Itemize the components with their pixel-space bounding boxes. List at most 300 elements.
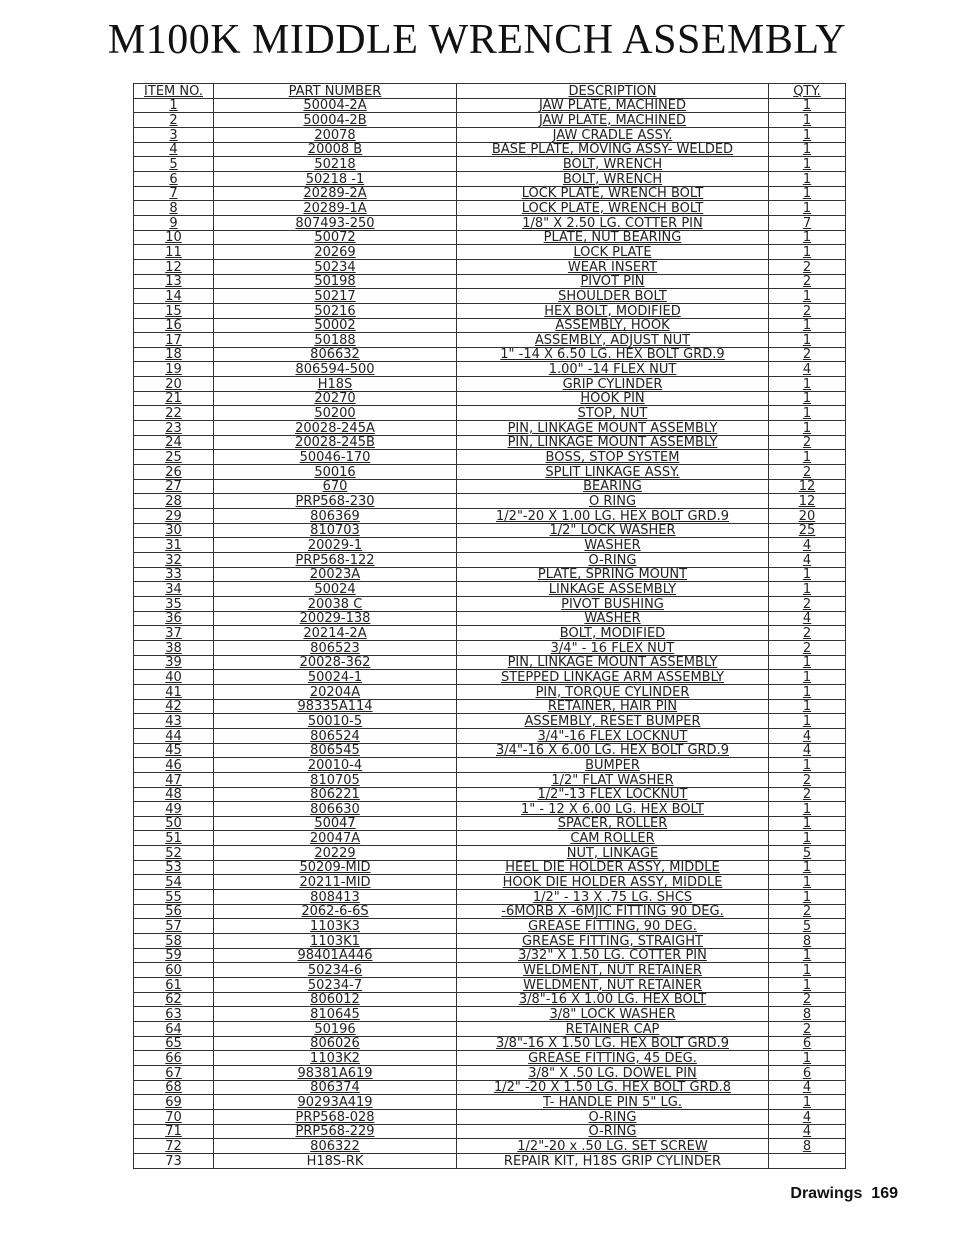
- footer-section: Drawings: [790, 1185, 863, 1202]
- qty-cell: 1: [769, 699, 846, 714]
- description-cell: O-RING: [457, 553, 769, 568]
- table-row: [134, 538, 846, 553]
- item-no-cell: 22: [134, 406, 214, 421]
- description-cell: 3/4" - 16 FLEX NUT: [457, 640, 769, 655]
- table-row: [134, 127, 846, 142]
- table-row: [134, 259, 846, 274]
- item-no-cell: 13: [134, 274, 214, 289]
- table-row: [134, 157, 846, 172]
- item-no-cell: 8: [134, 201, 214, 216]
- item-no-cell: 71: [134, 1124, 214, 1139]
- qty-cell: 1: [769, 421, 846, 436]
- qty-cell: 1: [769, 171, 846, 186]
- table-row: [134, 1022, 846, 1037]
- parts-table-body: [134, 98, 846, 1168]
- description-cell: SPACER, ROLLER: [457, 816, 769, 831]
- part-number-cell: 20023A: [214, 567, 457, 582]
- table-row: [134, 509, 846, 524]
- item-no-cell: 26: [134, 465, 214, 480]
- table-row: [134, 406, 846, 421]
- qty-cell: 6: [769, 1036, 846, 1051]
- description-cell: REPAIR KIT, H18S GRIP CYLINDER: [457, 1153, 769, 1168]
- item-no-cell: 11: [134, 245, 214, 260]
- qty-cell: 1: [769, 875, 846, 890]
- qty-cell: 1: [769, 655, 846, 670]
- part-number-cell: 50196: [214, 1022, 457, 1037]
- part-number-cell: 808413: [214, 890, 457, 905]
- description-cell: 1" - 12 X 6.00 LG. HEX BOLT: [457, 802, 769, 817]
- table-row: [134, 215, 846, 230]
- part-number-cell: 806369: [214, 509, 457, 524]
- item-no-cell: 63: [134, 1007, 214, 1022]
- description-cell: PIN, LINKAGE MOUNT ASSEMBLY: [457, 655, 769, 670]
- item-no-cell: 4: [134, 142, 214, 157]
- item-no-cell: 14: [134, 289, 214, 304]
- item-no-cell: 32: [134, 553, 214, 568]
- item-no-cell: 12: [134, 259, 214, 274]
- part-number-cell: 20029-138: [214, 611, 457, 626]
- description-cell: ASSEMBLY, RESET BUMPER: [457, 714, 769, 729]
- description-cell: PIN, LINKAGE MOUNT ASSEMBLY: [457, 421, 769, 436]
- qty-cell: 4: [769, 553, 846, 568]
- part-number-cell: 98335A114: [214, 699, 457, 714]
- item-no-cell: 40: [134, 670, 214, 685]
- table-row: [134, 1153, 846, 1168]
- item-no-cell: 46: [134, 758, 214, 773]
- description-cell: LINKAGE ASSEMBLY: [457, 582, 769, 597]
- part-number-cell: 98381A619: [214, 1065, 457, 1080]
- qty-cell: 1: [769, 567, 846, 582]
- item-no-cell: 51: [134, 831, 214, 846]
- description-cell: 1/2"-20 x .50 LG. SET SCREW: [457, 1139, 769, 1154]
- description-cell: 1/2" -20 X 1.50 LG. HEX BOLT GRD.8: [457, 1080, 769, 1095]
- description-cell: 1/2"-20 X 1.00 LG. HEX BOLT GRD.9: [457, 509, 769, 524]
- qty-cell: 1: [769, 670, 846, 685]
- description-cell: PIVOT BUSHING: [457, 596, 769, 611]
- part-number-cell: PRP568-229: [214, 1124, 457, 1139]
- qty-cell: 4: [769, 1124, 846, 1139]
- item-no-cell: 19: [134, 362, 214, 377]
- part-number-cell: 50234-7: [214, 978, 457, 993]
- item-no-cell: 25: [134, 450, 214, 465]
- qty-cell: 25: [769, 523, 846, 538]
- part-number-cell: 670: [214, 479, 457, 494]
- part-number-cell: 806322: [214, 1139, 457, 1154]
- part-number-cell: 20229: [214, 846, 457, 861]
- table-row: [134, 171, 846, 186]
- description-cell: HEEL DIE HOLDER ASSY, MIDDLE: [457, 860, 769, 875]
- description-cell: STOP, NUT: [457, 406, 769, 421]
- qty-cell: 1: [769, 450, 846, 465]
- table-header-row: [134, 84, 846, 99]
- description-cell: PIVOT PIN: [457, 274, 769, 289]
- part-number-cell: 50188: [214, 333, 457, 348]
- description-cell: BOLT, WRENCH: [457, 157, 769, 172]
- item-no-cell: 54: [134, 875, 214, 890]
- part-number-cell: 20270: [214, 391, 457, 406]
- description-cell: WASHER: [457, 538, 769, 553]
- qty-cell: 1: [769, 816, 846, 831]
- item-no-cell: 59: [134, 948, 214, 963]
- item-no-cell: 31: [134, 538, 214, 553]
- qty-cell: 2: [769, 640, 846, 655]
- table-row: [134, 934, 846, 949]
- item-no-cell: 37: [134, 626, 214, 641]
- table-row: [134, 333, 846, 348]
- part-number-cell: 20028-245B: [214, 435, 457, 450]
- part-number-cell: 50200: [214, 406, 457, 421]
- qty-cell: 2: [769, 992, 846, 1007]
- qty-cell: 1: [769, 377, 846, 392]
- parts-table: [133, 83, 846, 1169]
- description-cell: LOCK PLATE, WRENCH BOLT: [457, 186, 769, 201]
- item-no-cell: 64: [134, 1022, 214, 1037]
- description-cell: O-RING: [457, 1109, 769, 1124]
- table-row: [134, 831, 846, 846]
- table-row: [134, 274, 846, 289]
- item-no-cell: 57: [134, 919, 214, 934]
- item-no-cell: 18: [134, 347, 214, 362]
- table-row: [134, 421, 846, 436]
- part-number-cell: 810705: [214, 772, 457, 787]
- description-cell: ASSEMBLY, HOOK: [457, 318, 769, 333]
- table-row: [134, 670, 846, 685]
- qty-cell: 5: [769, 919, 846, 934]
- description-cell: T- HANDLE PIN 5" LG.: [457, 1095, 769, 1110]
- part-number-cell: 806026: [214, 1036, 457, 1051]
- item-no-cell: 38: [134, 640, 214, 655]
- part-number-cell: H18S-RK: [214, 1153, 457, 1168]
- part-number-cell: 50004-2A: [214, 98, 457, 113]
- part-number-cell: 50016: [214, 465, 457, 480]
- part-number-cell: 806524: [214, 728, 457, 743]
- qty-cell: 2: [769, 347, 846, 362]
- qty-cell: 2: [769, 787, 846, 802]
- item-no-cell: 73: [134, 1153, 214, 1168]
- table-row: [134, 787, 846, 802]
- header-qty: QTY.: [769, 84, 846, 99]
- part-number-cell: 807493-250: [214, 215, 457, 230]
- table-row: [134, 890, 846, 905]
- part-number-cell: 20289-1A: [214, 201, 457, 216]
- qty-cell: 1: [769, 860, 846, 875]
- part-number-cell: 98401A446: [214, 948, 457, 963]
- description-cell: CAM ROLLER: [457, 831, 769, 846]
- description-cell: WASHER: [457, 611, 769, 626]
- description-cell: LOCK PLATE: [457, 245, 769, 260]
- description-cell: O-RING: [457, 1124, 769, 1139]
- item-no-cell: 17: [134, 333, 214, 348]
- part-number-cell: 50216: [214, 303, 457, 318]
- qty-cell: 4: [769, 728, 846, 743]
- table-row: [134, 450, 846, 465]
- table-row: [134, 347, 846, 362]
- qty-cell: 1: [769, 684, 846, 699]
- table-row: [134, 963, 846, 978]
- part-number-cell: 20038 C: [214, 596, 457, 611]
- description-cell: BEARING: [457, 479, 769, 494]
- description-cell: NUT, LINKAGE: [457, 846, 769, 861]
- qty-cell: 1: [769, 142, 846, 157]
- description-cell: WELDMENT, NUT RETAINER: [457, 963, 769, 978]
- qty-cell: 1: [769, 186, 846, 201]
- qty-cell: 1: [769, 333, 846, 348]
- part-number-cell: PRP568-028: [214, 1109, 457, 1124]
- table-row: [134, 523, 846, 538]
- qty-cell: 1: [769, 948, 846, 963]
- qty-cell: 2: [769, 626, 846, 641]
- description-cell: GREASE FITTING, STRAIGHT: [457, 934, 769, 949]
- table-row: [134, 318, 846, 333]
- table-row: [134, 113, 846, 128]
- table-row: [134, 1051, 846, 1066]
- description-cell: BASE PLATE, MOVING ASSY- WELDED: [457, 142, 769, 157]
- table-row: [134, 303, 846, 318]
- part-number-cell: 50046-170: [214, 450, 457, 465]
- table-row: [134, 553, 846, 568]
- part-number-cell: 806523: [214, 640, 457, 655]
- part-number-cell: 50209-MID: [214, 860, 457, 875]
- qty-cell: 1: [769, 318, 846, 333]
- part-number-cell: 806221: [214, 787, 457, 802]
- qty-cell: 2: [769, 435, 846, 450]
- qty-cell: 1: [769, 890, 846, 905]
- table-row: [134, 802, 846, 817]
- part-number-cell: PRP568-230: [214, 494, 457, 509]
- page-footer: [790, 1185, 898, 1203]
- item-no-cell: 15: [134, 303, 214, 318]
- table-row: [134, 714, 846, 729]
- part-number-cell: 90293A419: [214, 1095, 457, 1110]
- description-cell: HOOK PIN: [457, 391, 769, 406]
- description-cell: SHOULDER BOLT: [457, 289, 769, 304]
- qty-cell: 1: [769, 978, 846, 993]
- table-row: [134, 362, 846, 377]
- part-number-cell: 20010-4: [214, 758, 457, 773]
- item-no-cell: 35: [134, 596, 214, 611]
- item-no-cell: 39: [134, 655, 214, 670]
- description-cell: BOSS, STOP SYSTEM: [457, 450, 769, 465]
- table-row: [134, 978, 846, 993]
- table-row: [134, 230, 846, 245]
- qty-cell: 2: [769, 259, 846, 274]
- part-number-cell: 20204A: [214, 684, 457, 699]
- qty-cell: 2: [769, 1022, 846, 1037]
- item-no-cell: 6: [134, 171, 214, 186]
- qty-cell: 1: [769, 230, 846, 245]
- description-cell: PIN, TORQUE CYLINDER: [457, 684, 769, 699]
- table-row: [134, 655, 846, 670]
- item-no-cell: 28: [134, 494, 214, 509]
- qty-cell: 2: [769, 303, 846, 318]
- description-cell: JAW CRADLE ASSY.: [457, 127, 769, 142]
- part-number-cell: 50047: [214, 816, 457, 831]
- table-row: [134, 435, 846, 450]
- item-no-cell: 23: [134, 421, 214, 436]
- table-row: [134, 640, 846, 655]
- description-cell: GREASE FITTING, 90 DEG.: [457, 919, 769, 934]
- part-number-cell: 2062-6-6S: [214, 904, 457, 919]
- qty-cell: 4: [769, 538, 846, 553]
- part-number-cell: 50024-1: [214, 670, 457, 685]
- qty-cell: 12: [769, 494, 846, 509]
- description-cell: 1" -14 X 6.50 LG. HEX BOLT GRD.9: [457, 347, 769, 362]
- table-row: [134, 1124, 846, 1139]
- description-cell: JAW PLATE, MACHINED: [457, 98, 769, 113]
- part-number-cell: 806632: [214, 347, 457, 362]
- header-item-no: ITEM NO.: [134, 84, 214, 99]
- table-row: [134, 919, 846, 934]
- item-no-cell: 50: [134, 816, 214, 831]
- item-no-cell: 27: [134, 479, 214, 494]
- page-title: M100K MIDDLE WRENCH ASSEMBLY: [107, 17, 847, 63]
- item-no-cell: 49: [134, 802, 214, 817]
- description-cell: 1/2"-13 FLEX LOCKNUT: [457, 787, 769, 802]
- qty-cell: 8: [769, 1007, 846, 1022]
- footer-page-number: 169: [871, 1185, 898, 1202]
- table-row: [134, 875, 846, 890]
- description-cell: GRIP CYLINDER: [457, 377, 769, 392]
- item-no-cell: 62: [134, 992, 214, 1007]
- item-no-cell: 55: [134, 890, 214, 905]
- item-no-cell: 30: [134, 523, 214, 538]
- description-cell: ASSEMBLY, ADJUST NUT: [457, 333, 769, 348]
- table-row: [134, 465, 846, 480]
- table-row: [134, 1080, 846, 1095]
- table-row: [134, 289, 846, 304]
- description-cell: O RING: [457, 494, 769, 509]
- part-number-cell: 50198: [214, 274, 457, 289]
- description-cell: -6MORB X -6MJIC FITTING 90 DEG.: [457, 904, 769, 919]
- table-row: [134, 728, 846, 743]
- part-number-cell: 20078: [214, 127, 457, 142]
- table-row: [134, 245, 846, 260]
- description-cell: WELDMENT, NUT RETAINER: [457, 978, 769, 993]
- qty-cell: 2: [769, 772, 846, 787]
- description-cell: LOCK PLATE, WRENCH BOLT: [457, 201, 769, 216]
- part-number-cell: 810703: [214, 523, 457, 538]
- part-number-cell: 1103K2: [214, 1051, 457, 1066]
- table-row: [134, 699, 846, 714]
- table-row: [134, 98, 846, 113]
- item-no-cell: 24: [134, 435, 214, 450]
- item-no-cell: 1: [134, 98, 214, 113]
- table-row: [134, 611, 846, 626]
- item-no-cell: 70: [134, 1109, 214, 1124]
- table-row: [134, 1139, 846, 1154]
- qty-cell: 8: [769, 934, 846, 949]
- part-number-cell: 810645: [214, 1007, 457, 1022]
- qty-cell: 4: [769, 743, 846, 758]
- description-cell: 1/2" FLAT WASHER: [457, 772, 769, 787]
- qty-cell: 1: [769, 113, 846, 128]
- table-row: [134, 494, 846, 509]
- description-cell: 3/8" X .50 LG. DOWEL PIN: [457, 1065, 769, 1080]
- item-no-cell: 21: [134, 391, 214, 406]
- part-number-cell: 50004-2B: [214, 113, 457, 128]
- table-row: [134, 567, 846, 582]
- table-row: [134, 377, 846, 392]
- qty-cell: 2: [769, 904, 846, 919]
- description-cell: JAW PLATE, MACHINED: [457, 113, 769, 128]
- table-row: [134, 816, 846, 831]
- table-row: [134, 904, 846, 919]
- qty-cell: 1: [769, 582, 846, 597]
- part-number-cell: 20211-MID: [214, 875, 457, 890]
- item-no-cell: 34: [134, 582, 214, 597]
- description-cell: 3/32" X 1.50 LG. COTTER PIN: [457, 948, 769, 963]
- description-cell: 1/8" X 2.50 LG. COTTER PIN: [457, 215, 769, 230]
- table-row: [134, 391, 846, 406]
- part-number-cell: H18S: [214, 377, 457, 392]
- qty-cell: 4: [769, 1080, 846, 1095]
- qty-cell: 4: [769, 611, 846, 626]
- item-no-cell: 42: [134, 699, 214, 714]
- part-number-cell: 20029-1: [214, 538, 457, 553]
- table-row: [134, 846, 846, 861]
- item-no-cell: 56: [134, 904, 214, 919]
- part-number-cell: 50010-5: [214, 714, 457, 729]
- item-no-cell: 10: [134, 230, 214, 245]
- item-no-cell: 60: [134, 963, 214, 978]
- description-cell: SPLIT LINKAGE ASSY.: [457, 465, 769, 480]
- item-no-cell: 45: [134, 743, 214, 758]
- qty-cell: 8: [769, 1139, 846, 1154]
- description-cell: PLATE, NUT BEARING: [457, 230, 769, 245]
- item-no-cell: 41: [134, 684, 214, 699]
- item-no-cell: 66: [134, 1051, 214, 1066]
- item-no-cell: 48: [134, 787, 214, 802]
- table-row: [134, 201, 846, 216]
- description-cell: HEX BOLT, MODIFIED: [457, 303, 769, 318]
- part-number-cell: 1103K1: [214, 934, 457, 949]
- table-row: [134, 626, 846, 641]
- qty-cell: 1: [769, 98, 846, 113]
- part-number-cell: 20214-2A: [214, 626, 457, 641]
- description-cell: 3/8"-16 X 1.50 LG. HEX BOLT GRD.9: [457, 1036, 769, 1051]
- table-row: [134, 758, 846, 773]
- table-row: [134, 596, 846, 611]
- description-cell: 3/8" LOCK WASHER: [457, 1007, 769, 1022]
- item-no-cell: 3: [134, 127, 214, 142]
- part-number-cell: 806594-500: [214, 362, 457, 377]
- item-no-cell: 72: [134, 1139, 214, 1154]
- description-cell: 1.00" -14 FLEX NUT: [457, 362, 769, 377]
- qty-cell: 1: [769, 1051, 846, 1066]
- part-number-cell: 50072: [214, 230, 457, 245]
- description-cell: 1/2" LOCK WASHER: [457, 523, 769, 538]
- part-number-cell: 806012: [214, 992, 457, 1007]
- part-number-cell: 20289-2A: [214, 186, 457, 201]
- table-row: [134, 142, 846, 157]
- description-cell: 1/2" - 13 X .75 LG. SHCS: [457, 890, 769, 905]
- qty-cell: 1: [769, 963, 846, 978]
- item-no-cell: 29: [134, 509, 214, 524]
- qty-cell: 1: [769, 245, 846, 260]
- qty-cell: 7: [769, 215, 846, 230]
- qty-cell: 2: [769, 596, 846, 611]
- table-row: [134, 772, 846, 787]
- item-no-cell: 16: [134, 318, 214, 333]
- table-row: [134, 860, 846, 875]
- description-cell: GREASE FITTING, 45 DEG.: [457, 1051, 769, 1066]
- part-number-cell: 806374: [214, 1080, 457, 1095]
- qty-cell: 1: [769, 831, 846, 846]
- description-cell: BOLT, WRENCH: [457, 171, 769, 186]
- item-no-cell: 7: [134, 186, 214, 201]
- table-row: [134, 1036, 846, 1051]
- table-row: [134, 1095, 846, 1110]
